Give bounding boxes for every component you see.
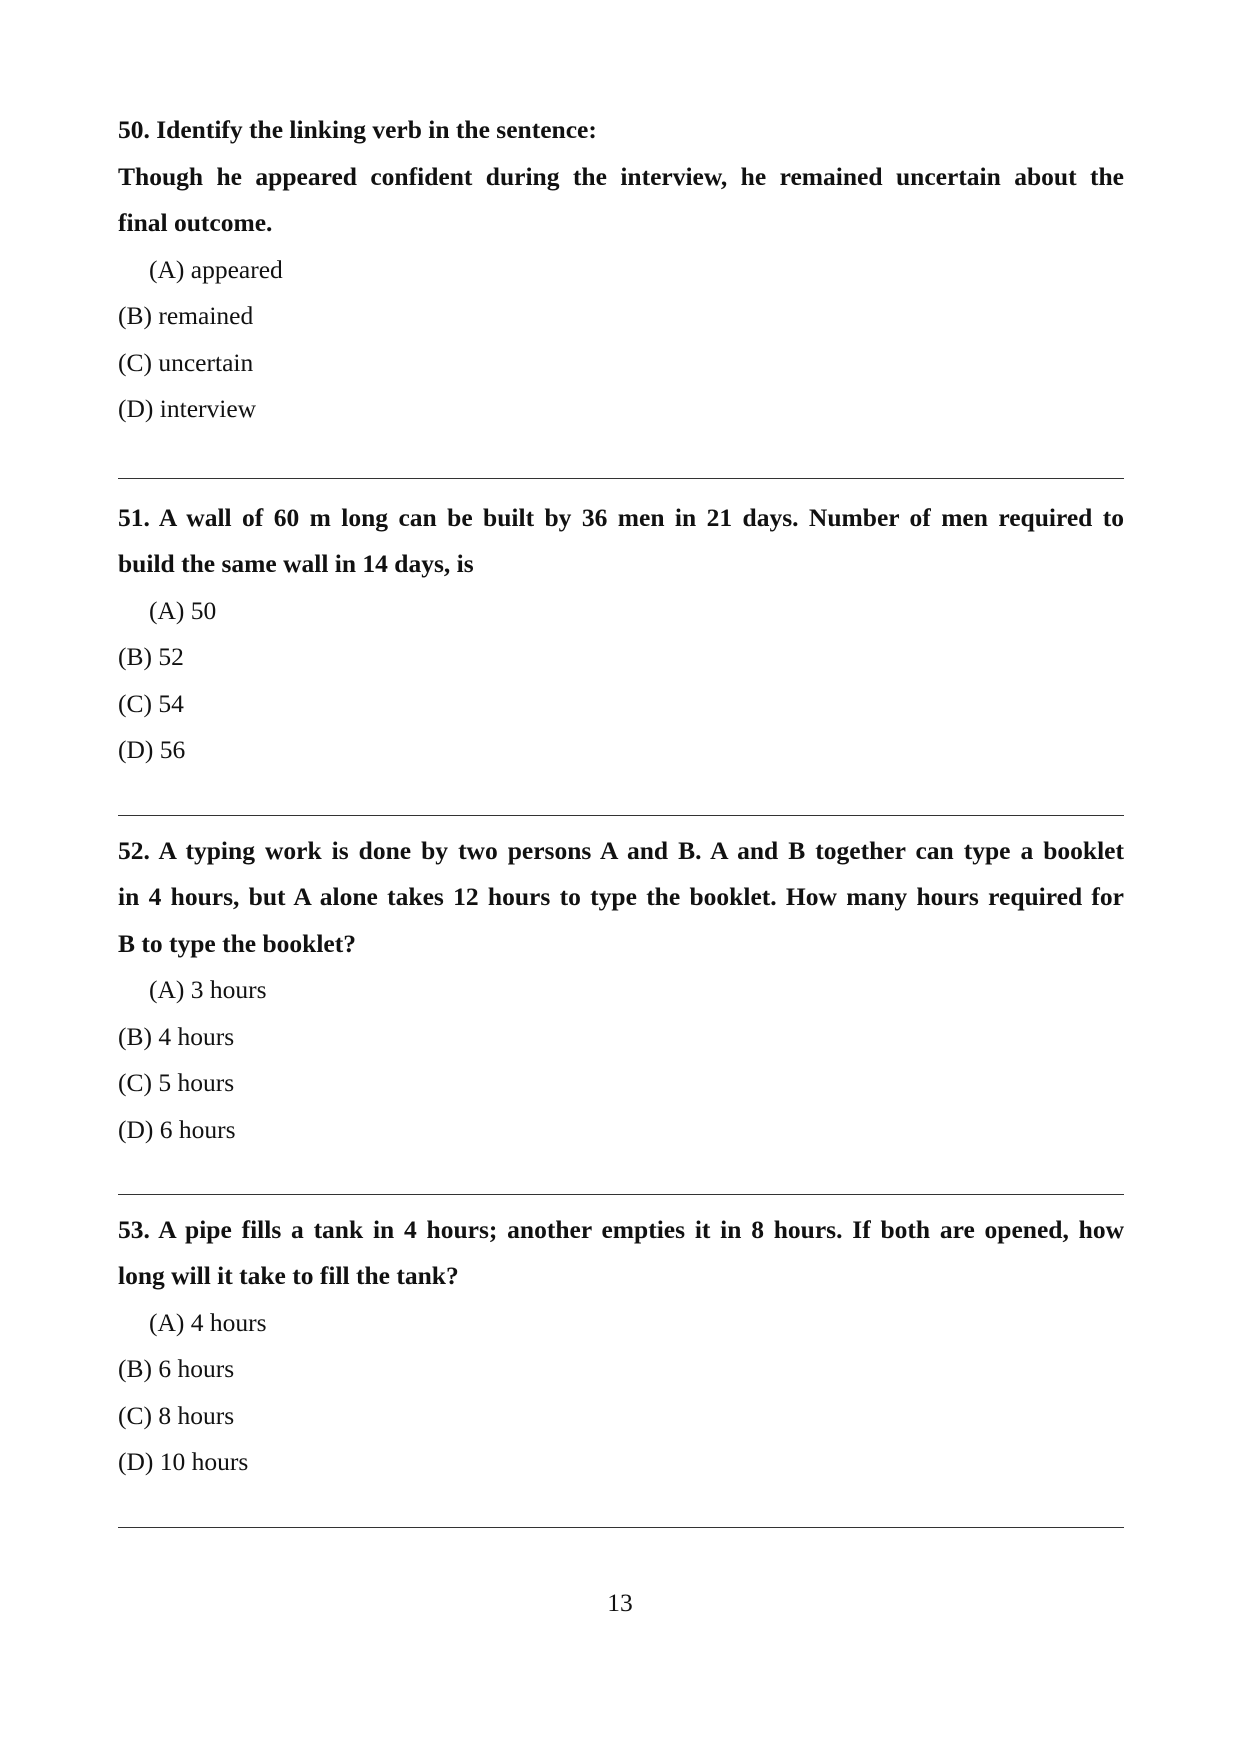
question-50-option-c: (C) uncertain [118,348,254,377]
question-51-text-line-2: build the same wall in 14 days, is [118,549,474,578]
question-51-text-line-1: 51. A wall of 60 m long can be built by 36 men in 21 days. Number of men required to [118,503,1124,532]
question-52-option-a: (A) 3 hours [149,975,267,1004]
question-51-option-b: (B) 52 [118,642,184,671]
question-53-option-d: (D) 10 hours [118,1447,249,1476]
question-53-option-a: (A) 4 hours [149,1308,267,1337]
question-50-text-line-3: final outcome. [118,208,273,237]
divider-line [118,1194,1124,1195]
question-52-text-line-3: B to type the booklet? [118,929,356,958]
question-50-text-line-1: 50. Identify the linking verb in the sentence: [118,115,597,144]
question-51-option-a: (A) 50 [149,596,217,625]
question-52-option-c: (C) 5 hours [118,1068,235,1097]
question-52-option-d: (D) 6 hours [118,1115,236,1144]
question-52-text-line-1: 52. A typing work is done by two persons A and B. A and B together can type a booklet [118,836,1124,865]
question-52-text-line-2: in 4 hours, but A alone takes 12 hours to type the booklet. How many hours required for [118,882,1124,911]
question-50-option-d: (D) interview [118,394,257,423]
question-52-option-b: (B) 4 hours [118,1022,235,1051]
question-53-option-c: (C) 8 hours [118,1401,235,1430]
divider-line [118,1527,1124,1528]
divider-line [118,815,1124,816]
question-51-option-d: (D) 56 [118,735,186,764]
question-50-option-a: (A) appeared [149,255,283,284]
question-53-text-line-1: 53. A pipe fills a tank in 4 hours; another empties it in 8 hours. If both are opened, how [118,1215,1124,1244]
question-53-option-b: (B) 6 hours [118,1354,235,1383]
question-50-text-line-2: Though he appeared confident during the interview, he remained uncertain about the [118,162,1124,191]
divider-line [118,478,1124,479]
question-53-text-line-2: long will it take to fill the tank? [118,1261,459,1290]
question-51-option-c: (C) 54 [118,689,184,718]
page-number: 13 [607,1588,633,1617]
question-50-option-b: (B) remained [118,301,254,330]
